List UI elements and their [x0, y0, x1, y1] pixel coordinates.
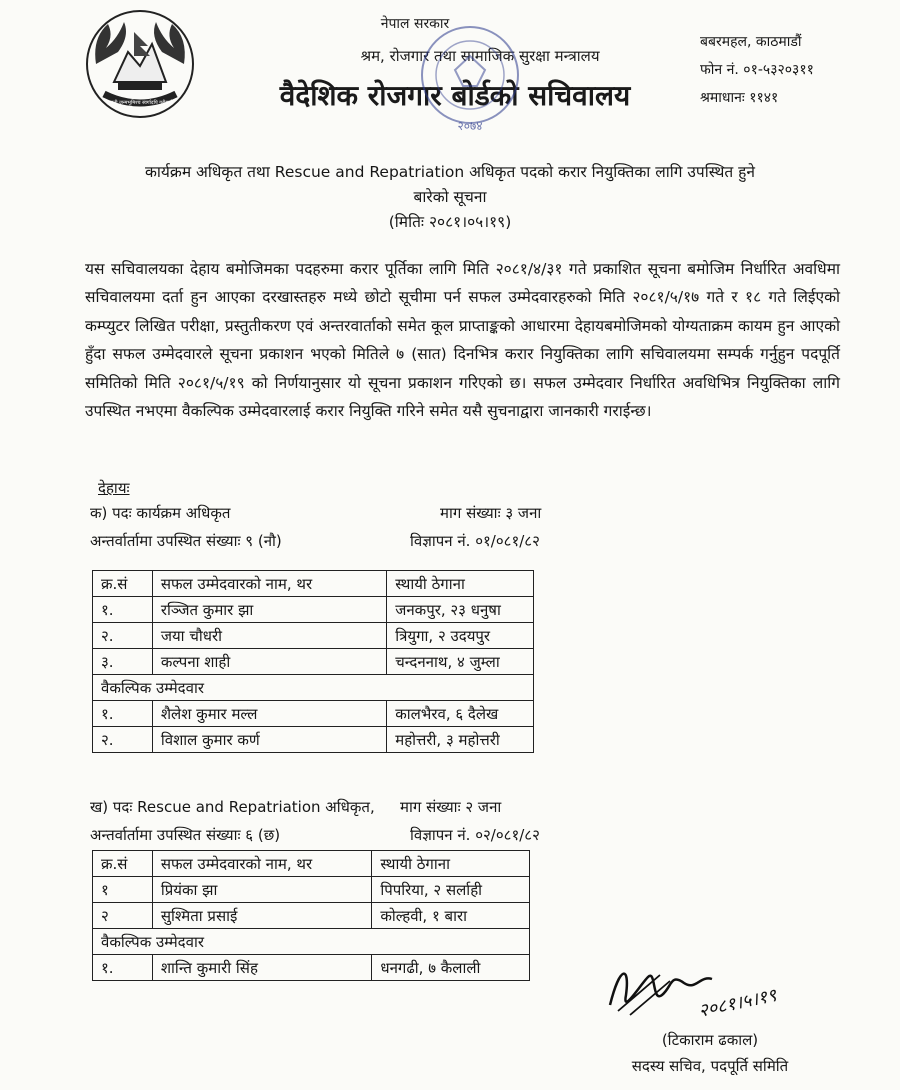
address-cell: त्रियुगा, २ उदयपुर — [387, 623, 534, 649]
secretariat-name: वैदेशिक रोजगार बोर्डको सचिवालय — [279, 79, 631, 112]
nepal-emblem-icon — [84, 8, 196, 120]
name-cell: रञ्जित कुमार झा — [152, 597, 386, 623]
header-name: सफल उम्मेदवारको नाम, थर — [152, 851, 372, 877]
header-address: स्थायी ठेगाना — [372, 851, 530, 877]
name-cell: प्रियंका झा — [152, 877, 372, 903]
section2-table — [92, 850, 530, 981]
dehaya-label: देहायः — [98, 479, 130, 497]
notice-title-line2: बारेको सूचना — [413, 188, 487, 206]
serial-cell: ३. — [93, 649, 153, 675]
hotline-number: श्रमाधानः ११४१ — [700, 90, 779, 106]
table-row — [93, 701, 534, 727]
address-cell: चन्दननाथ, ४ जुम्ला — [387, 649, 534, 675]
section2-present: अन्तर्वार्तामा उपस्थित संख्याः ६ (छ) — [90, 826, 281, 844]
government-name: नेपाल सरकार — [380, 16, 450, 32]
name-cell: सुश्मिता प्रसाई — [152, 903, 372, 929]
section2-post: ख) पदः Rescue and Repatriation अधिकृत, — [90, 798, 375, 816]
name-cell: कल्पना शाही — [152, 649, 386, 675]
table-header-row — [93, 571, 534, 597]
serial-cell: २. — [93, 623, 153, 649]
name-cell: विशाल कुमार कर्ण — [152, 727, 386, 753]
name-cell: शान्ति कुमारी सिंह — [152, 955, 372, 981]
office-address: बबरमहल, काठमाडौं — [700, 34, 802, 50]
address-cell: कोल्हवी, १ बारा — [372, 903, 530, 929]
address-cell: धनगढी, ७ कैलाली — [372, 955, 530, 981]
table-row — [93, 727, 534, 753]
section1-present: अन्तर्वार्तामा उपस्थित संख्याः ९ (नौ) — [90, 532, 282, 550]
notice-title: कार्यक्रम अधिकृत तथा Rescue and Repatriation अधिकृत पदको करार नियुक्तिका लागि उपस्थित हुने — [145, 163, 755, 181]
serial-cell: १. — [93, 955, 153, 981]
office-phone: फोन नं. ०१-५३२०३११ — [700, 62, 814, 78]
section1-table — [92, 570, 534, 753]
section1-post: क) पदः कार्यक्रम अधिकृत — [90, 504, 231, 522]
serial-cell: १ — [93, 877, 153, 903]
serial-cell: १. — [93, 597, 153, 623]
serial-cell: २. — [93, 727, 153, 753]
name-cell: जया चौधरी — [152, 623, 386, 649]
table-row — [93, 955, 530, 981]
alternate-label-row — [93, 929, 530, 955]
section1-demand: माग संख्याः ३ जना — [440, 504, 542, 522]
alternate-candidates-label: वैकल्पिक उम्मेदवार — [93, 675, 534, 701]
signer-name: (टिकाराम ढकाल) — [661, 1031, 759, 1049]
alternate-candidates-label: वैकल्पिक उम्मेदवार — [93, 929, 530, 955]
serial-cell: १. — [93, 701, 153, 727]
address-cell: पिपरिया, २ सर्लाही — [372, 877, 530, 903]
office-stamp-icon — [415, 20, 525, 135]
name-cell: शैलेश कुमार मल्ल — [152, 701, 386, 727]
address-cell: जनकपुर, २३ धनुषा — [387, 597, 534, 623]
header-address: स्थायी ठेगाना — [387, 571, 534, 597]
table-row — [93, 623, 534, 649]
ministry-name: श्रम, रोजगार तथा सामाजिक सुरक्षा मन्त्रालय — [360, 47, 600, 65]
table-row — [93, 597, 534, 623]
address-cell: कालभैरव, ६ दैलेख — [387, 701, 534, 727]
address-cell: महोत्तरी, ३ महोत्तरी — [387, 727, 534, 753]
table-row — [93, 903, 530, 929]
table-row — [93, 877, 530, 903]
serial-cell: २ — [93, 903, 153, 929]
header-serial: क्र.सं — [93, 851, 153, 877]
notice-paragraph: यस सचिवालयका देहाय बमोजिमका पदहरुमा करार पूर्तिका लागि मिति २०८१/४/३१ गते प्रकाशित सूचना बमोजिम निर्धारित अवधिमा सचिवालयमा दर्ता हुन आएका दरखास्तहरु मध्ये छोटो सूचीमा पर्न सफल उम्मेदवारहरुको मिति २०८१/५/१७ गते र १८ गते लिईएको कम्प्युटर लिखित परीक्षा, प्रस्तुतीकरण एवं अन्तरवार्ताको समेत कूल प्राप्ताङ्कको आधारमा देहायबमोजिमको योग्यताक्रम कायम हुन आएको हुँदा सफल उम्मेदवारले सूचना प्रकाशन भएको मितिले ७ (सात) दिनभित्र करार नियुक्तिका लागि सचिवालयमा सम्पर्क गर्नुहुन पदपूर्ति समितिको मिति २०८१/५/१९ को निर्णयानुसार यो सूचना प्रकाशन गरिएको छ। सफल उम्मेदवार निर्धारित अवधिभित्र नियुक्तिका लागि उपस्थित नभएमा वैकल्पिक उम्मेदवारलाई करार नियुक्ति गरिने समेत यसै सुचनाद्वारा जानकारी गराईन्छ। — [85, 260, 840, 421]
signature-icon — [600, 955, 830, 1035]
svg-text:२०८१।५।१९: २०८१।५।१९ — [696, 984, 779, 1022]
section2-demand: माग संख्याः २ जना — [400, 798, 502, 816]
svg-text:जननी जन्मभूमिश्च स्वर्गादपि गर: जननी जन्मभूमिश्च स्वर्गादपि गरीयसी — [106, 100, 174, 106]
section1-advert: विज्ञापन नं. ०१/०८१/८२ — [410, 532, 540, 550]
header-name: सफल उम्मेदवारको नाम, थर — [152, 571, 386, 597]
notice-date: (मितिः २०८१।०५।१९) — [388, 213, 512, 231]
signer-designation: सदस्य सचिव, पदपूर्ति समिति — [631, 1057, 789, 1075]
table-row — [93, 649, 534, 675]
header-serial: क्र.सं — [93, 571, 153, 597]
section2-advert: विज्ञापन नं. ०२/०८१/८२ — [410, 826, 540, 844]
svg-text:२०७४: २०७४ — [457, 119, 483, 133]
alternate-label-row — [93, 675, 534, 701]
table-header-row — [93, 851, 530, 877]
